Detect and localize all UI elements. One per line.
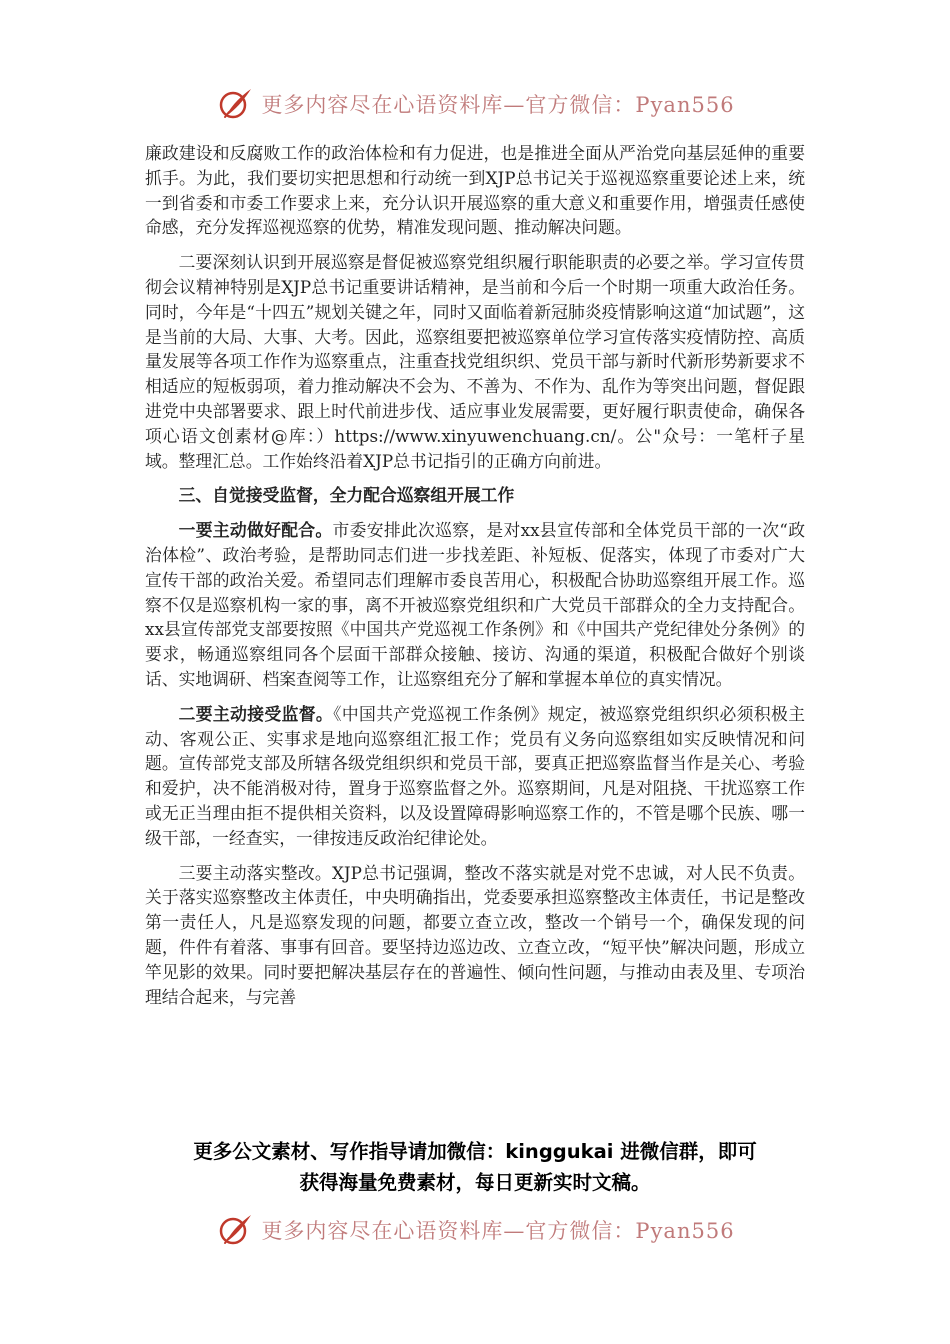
watermark-header [0,84,950,124]
quill-logo-icon [215,1210,255,1250]
promo-banner [140,1136,810,1198]
paragraph-text: 市委安排此次巡察，是对xx县宣传部和全体党员干部的一次“政治体检”、政治考验，是帮助同志们进一步找差距、补短板、促落实，体现了市委对广大宣传干部的政治关爱。希望同志们理解市委良苦用心，积极配合协助巡察组开展工作。巡察不仅是巡察机构一家的事，离不开被巡察党组织和广大党员干部群众的全力支持配合。xx县宣传部党支部要按照《中国共产党巡视工作条例》和《中国共产党纪律处分条例》的要求，畅通巡察组同各个层面干部群众接触、接访、沟通的渠道，积极配合做好个别谈话、实地调研、档案查阅等工作，让巡察组充分了解和掌握本单位的真实情况。 [145,520,805,689]
promo-line-2: 获得海量免费素材，每日更新实时文稿。 [299,1171,651,1194]
paragraph-lead: 一要主动做好配合。 [178,520,333,541]
paragraph-rectification: 三要主动落实整改。XJP总书记强调，整改不落实就是对党不忠诚，对人民不负责。关于落实巡察整改主体责任，中央明确指出，党委要承担巡察整改主体责任，书记是整改第一责任人，凡是巡察发现的问题，都要立查立改，整改一个销号一个，确保发现的问题，件件有着落、事事有回音。要坚持边巡边改、立查立改，“短平快”解决问题，形成立竿见影的效果。同时要把解决基层存在的普遍性、倾向性问题，与推动由表及里、专项治理结合起来，与完善 [145,862,805,1007]
watermark-text: 更多内容尽在心语资料库—官方微信：Pyan556 [261,93,735,117]
paragraph-lead: 二要主动接受监督。 [178,703,334,724]
paragraph-cooperate [145,518,805,692]
section-heading-3: 三、自觉接受监督，全力配合巡察组开展工作 [178,485,515,506]
watermark-footer [0,1210,950,1250]
quill-logo-icon [215,84,255,124]
watermark-text: 更多内容尽在心语资料库—官方微信：Pyan556 [261,1219,735,1243]
paragraph-supervision [145,702,805,851]
promo-line-1: 更多公文素材、写作指导请加微信：kinggukai 进微信群，即可 [193,1140,757,1163]
paragraph-text: 《中国共产党巡视工作条例》规定，被巡察党组织织必须积极主动、客观公正、实事求是地向巡察组汇报工作；党员有义务向巡察组如实反映情况和问题。宣传部党支部及所辖各级党组织织和党员干部，要真正把巡察监督当作是关心、考验和爱护，决不能消极对待，置身于巡察监督之外。巡察期间，凡是对阻挠、干扰巡察工作或无正当理由拒不提供相关资料，以及设置障碍影响巡察工作的，不管是哪个民族、哪一级干部，一经查实，一律按违反政治纪律论处。 [145,703,805,848]
document-body [145,141,805,1019]
paragraph-second-point: 二要深刻认识到开展巡察是督促被巡察党组织履行职能职责的必要之举。学习宣传贯彻会议精神特别是XJP总书记重要讲话精神，是当前和今后一个时期一项重大政治任务。同时，今年是“十四五”规划关键之年，同时又面临着新冠肺炎疫情影响这道“加试题”，这是当前的大局、大事、大考。因此，巡察组要把被巡察单位学习宣传落实疫情防控、高质量发展等各项工作作为巡察重点，注重查找党组织织、党员干部与新时代新形势新要求不相适应的短板弱项，着力推动解决不会为、不善为、不作为、乱作为等突出问题，督促跟进党中央部署要求、跟上时代前进步伐、适应事业发展需要，更好履行职责使命，确保各项心语文创素材@库：）https://www.xinyuwenchuang.cn/。公"众号：一笔杆子星域。整理汇总。工作始终沿着XJP总书记指引的正确方向前进。 [145,252,805,471]
paragraph-continuation: 廉政建设和反腐败工作的政治体检和有力促进，也是推进全面从严治党向基层延伸的重要抓手。为此，我们要切实把思想和行动统一到XJP总书记关于巡视巡察重要论述上来，统一到省委和市委工作要求上来，充分认识开展巡察的重大意义和重要作用，增强责任感使命感，充分发挥巡视巡察的优势，精准发现问题、推动解决问题。 [145,143,805,238]
